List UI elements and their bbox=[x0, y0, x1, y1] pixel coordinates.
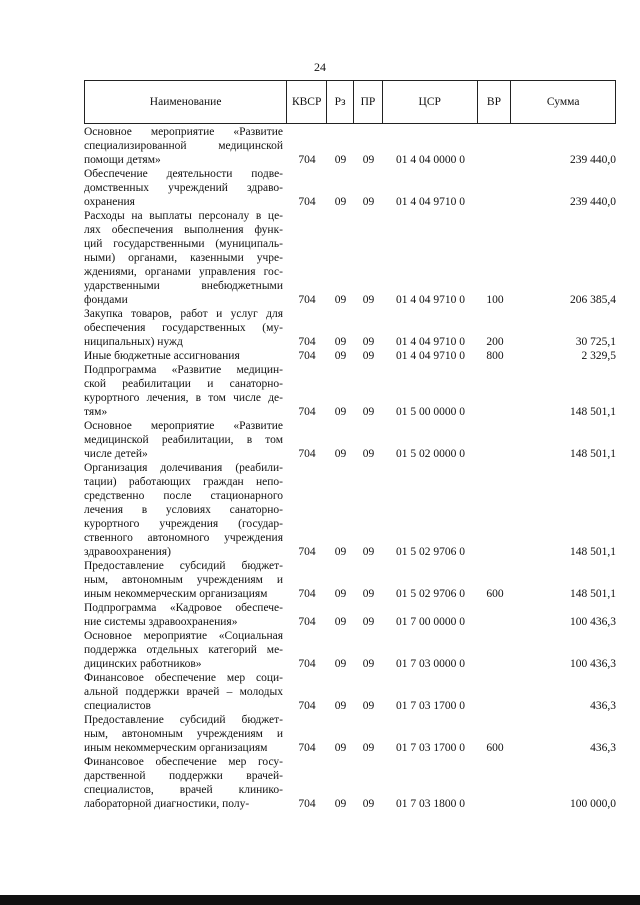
header-csr: ЦСР bbox=[383, 81, 478, 123]
row-rz: 09 bbox=[334, 294, 347, 306]
row-sum: 436,3 bbox=[590, 700, 616, 712]
row-name-line: иным некоммерческим организациям bbox=[84, 588, 268, 600]
row-kvsr: 704 bbox=[298, 588, 316, 600]
row-kvsr: 704 bbox=[298, 742, 316, 754]
row-name-line: альной поддержки врачей – молодых bbox=[84, 686, 283, 698]
row-name bbox=[84, 125, 287, 167]
row-kvsr: 704 bbox=[298, 700, 316, 712]
row-pr: 09 bbox=[362, 742, 375, 754]
row-csr: 01 4 04 9710 0 bbox=[396, 196, 465, 208]
table-row bbox=[84, 167, 616, 209]
row-name-line: охранения bbox=[84, 196, 135, 208]
row-rz: 09 bbox=[334, 336, 347, 348]
header-sum: Сумма bbox=[546, 96, 580, 108]
row-name-line: дицинских работников» bbox=[84, 658, 202, 670]
row-name-line: лабораторной диагностики, полу- bbox=[84, 798, 250, 810]
row-pr: 09 bbox=[362, 154, 375, 166]
scan-bottom-edge bbox=[0, 895, 640, 905]
table-body bbox=[84, 125, 616, 811]
row-name-line: ской реабилитации и санаторно- bbox=[84, 378, 283, 390]
row-rz: 09 bbox=[334, 406, 347, 418]
row-pr: 09 bbox=[362, 406, 375, 418]
row-name-line: курортного лечения, в том числе де- bbox=[84, 392, 283, 404]
table-row bbox=[84, 363, 616, 419]
row-name-line: лях обеспечения выполнения функ- bbox=[84, 224, 283, 236]
row-pr: 09 bbox=[362, 350, 375, 362]
row-sum: 100 436,3 bbox=[570, 658, 616, 670]
row-name bbox=[84, 307, 287, 349]
row-rz: 09 bbox=[334, 700, 347, 712]
row-pr: 09 bbox=[362, 448, 375, 460]
row-vr: 100 bbox=[486, 294, 504, 306]
header-kvsr: КВСР bbox=[287, 81, 327, 123]
row-csr: 01 5 00 0000 0 bbox=[396, 406, 465, 418]
row-name-line: ударственными внебюджетными bbox=[84, 280, 283, 292]
row-kvsr: 704 bbox=[298, 294, 316, 306]
row-name bbox=[84, 713, 287, 755]
table-row bbox=[84, 209, 616, 307]
row-name-line: Предоставление субсидий бюджет- bbox=[84, 714, 283, 726]
row-name-line: числе детей» bbox=[84, 448, 148, 460]
table-header bbox=[84, 80, 616, 124]
row-name bbox=[84, 559, 287, 601]
table-row bbox=[84, 307, 616, 349]
row-csr: 01 5 02 0000 0 bbox=[396, 448, 465, 460]
row-sum: 148 501,1 bbox=[570, 546, 616, 558]
row-kvsr: 704 bbox=[298, 546, 316, 558]
row-name-line: специалистов bbox=[84, 700, 151, 712]
row-sum: 239 440,0 bbox=[570, 154, 616, 166]
row-name-line: ственного автономного учреждения bbox=[84, 532, 283, 544]
row-rz: 09 bbox=[334, 350, 347, 362]
row-sum: 239 440,0 bbox=[570, 196, 616, 208]
row-name bbox=[84, 349, 287, 363]
table-row bbox=[84, 671, 616, 713]
row-name-line: медицинской реабилитации, в том bbox=[84, 434, 283, 446]
table-row bbox=[84, 713, 616, 755]
row-sum: 148 501,1 bbox=[570, 588, 616, 600]
row-name bbox=[84, 671, 287, 713]
row-csr: 01 5 02 9706 0 bbox=[396, 588, 465, 600]
row-kvsr: 704 bbox=[298, 196, 316, 208]
row-kvsr: 704 bbox=[298, 336, 316, 348]
row-name bbox=[84, 209, 287, 307]
row-name bbox=[84, 755, 287, 811]
row-name-line: домственных учреждений здраво- bbox=[84, 182, 283, 194]
row-name bbox=[84, 419, 287, 461]
row-rz: 09 bbox=[334, 742, 347, 754]
row-pr: 09 bbox=[362, 588, 375, 600]
row-kvsr: 704 bbox=[298, 406, 316, 418]
row-csr: 01 7 03 1800 0 bbox=[396, 798, 465, 810]
table-row bbox=[84, 629, 616, 671]
row-name bbox=[84, 461, 287, 559]
row-pr: 09 bbox=[362, 700, 375, 712]
row-name-line: специалистов, врачей клинико- bbox=[84, 784, 283, 796]
row-name-line: Иные бюджетные ассигнования bbox=[84, 350, 240, 362]
row-rz: 09 bbox=[334, 196, 347, 208]
row-name-line: ние системы здравоохранения» bbox=[84, 616, 238, 628]
row-vr: 200 bbox=[486, 336, 504, 348]
row-name-line: ждениями, органами управления гос- bbox=[84, 266, 283, 278]
row-name-line: Основное мероприятие «Социальная bbox=[84, 630, 283, 642]
row-name-line: курортного учреждения (государ- bbox=[84, 518, 283, 530]
row-name-line: ций государственными (муниципаль- bbox=[84, 238, 283, 250]
row-rz: 09 bbox=[334, 546, 347, 558]
row-pr: 09 bbox=[362, 336, 375, 348]
row-pr: 09 bbox=[362, 546, 375, 558]
row-name-line: фондами bbox=[84, 294, 128, 306]
row-name-line: Организация долечивания (реабили- bbox=[84, 462, 283, 474]
row-name-line: тации) работающих граждан непо- bbox=[84, 476, 283, 488]
row-csr: 01 7 03 0000 0 bbox=[396, 658, 465, 670]
table-row bbox=[84, 349, 616, 363]
row-name bbox=[84, 363, 287, 419]
row-pr: 09 bbox=[362, 658, 375, 670]
row-vr: 800 bbox=[486, 350, 504, 362]
row-name-line: Подпрограмма «Развитие медицин- bbox=[84, 364, 283, 376]
page-number: 24 bbox=[314, 60, 326, 74]
row-name bbox=[84, 601, 287, 629]
row-name-line: Финансовое обеспечение мер соци- bbox=[84, 672, 283, 684]
row-name-line: дарственной поддержки врачей- bbox=[84, 770, 283, 782]
row-name-line: Финансовое обеспечение мер госу- bbox=[84, 756, 283, 768]
row-name bbox=[84, 629, 287, 671]
row-vr: 600 bbox=[486, 588, 504, 600]
header-pr: ПР bbox=[354, 81, 383, 123]
row-sum: 206 385,4 bbox=[570, 294, 616, 306]
row-name-line: Основное мероприятие «Развитие bbox=[84, 126, 283, 138]
row-name-line: тям» bbox=[84, 406, 108, 418]
row-name-line: ниципальных) нужд bbox=[84, 336, 183, 348]
row-name-line: ным, автономным учреждениям и bbox=[84, 728, 283, 740]
table-row bbox=[84, 559, 616, 601]
table-row bbox=[84, 461, 616, 559]
row-name-line: помощи детям» bbox=[84, 154, 161, 166]
row-pr: 09 bbox=[362, 294, 375, 306]
row-name-line: Основное мероприятие «Развитие bbox=[84, 420, 283, 432]
row-kvsr: 704 bbox=[298, 658, 316, 670]
row-sum: 100 436,3 bbox=[570, 616, 616, 628]
row-csr: 01 4 04 0000 0 bbox=[396, 154, 465, 166]
row-name-line: Обеспечение деятельности подве- bbox=[84, 168, 283, 180]
header-vr: ВР bbox=[478, 81, 512, 123]
row-csr: 01 4 04 9710 0 bbox=[396, 336, 465, 348]
row-name-line: средственно после стационарного bbox=[84, 490, 283, 502]
row-name-line: ным, автономным учреждениям и bbox=[84, 574, 283, 586]
row-rz: 09 bbox=[334, 448, 347, 460]
row-csr: 01 7 03 1700 0 bbox=[396, 742, 465, 754]
row-csr: 01 7 00 0000 0 bbox=[396, 616, 465, 628]
row-sum: 2 329,5 bbox=[581, 350, 616, 362]
row-kvsr: 704 bbox=[298, 616, 316, 628]
row-csr: 01 4 04 9710 0 bbox=[396, 294, 465, 306]
table-row bbox=[84, 125, 616, 167]
row-rz: 09 bbox=[334, 616, 347, 628]
row-sum: 148 501,1 bbox=[570, 406, 616, 418]
row-rz: 09 bbox=[334, 798, 347, 810]
row-pr: 09 bbox=[362, 196, 375, 208]
row-rz: 09 bbox=[334, 658, 347, 670]
row-kvsr: 704 bbox=[298, 798, 316, 810]
row-name-line: специализированной медицинской bbox=[84, 140, 283, 152]
row-name-line: обеспечения государственных (му- bbox=[84, 322, 283, 334]
row-sum: 30 725,1 bbox=[575, 336, 616, 348]
row-vr: 600 bbox=[486, 742, 504, 754]
row-name-line: поддержка отдельных категорий ме- bbox=[84, 644, 283, 656]
row-kvsr: 704 bbox=[298, 154, 316, 166]
row-name-line: Подпрограмма «Кадровое обеспече- bbox=[84, 602, 283, 614]
table-row bbox=[84, 601, 616, 629]
row-pr: 09 bbox=[362, 798, 375, 810]
row-kvsr: 704 bbox=[298, 350, 316, 362]
row-name-line: здравоохранения) bbox=[84, 546, 171, 558]
row-name-line: Закупка товаров, работ и услуг для bbox=[84, 308, 283, 320]
row-csr: 01 5 02 9706 0 bbox=[396, 546, 465, 558]
row-pr: 09 bbox=[362, 616, 375, 628]
row-name-line: Расходы на выплаты персоналу в це- bbox=[84, 210, 283, 222]
row-rz: 09 bbox=[334, 154, 347, 166]
row-name-line: иным некоммерческим организациям bbox=[84, 742, 268, 754]
table-row bbox=[84, 755, 616, 811]
table-row bbox=[84, 419, 616, 461]
row-sum: 148 501,1 bbox=[570, 448, 616, 460]
row-name-line: лечения в условиях санаторно- bbox=[84, 504, 283, 516]
row-csr: 01 7 03 1700 0 bbox=[396, 700, 465, 712]
row-name-line: ными) органами, казенными учре- bbox=[84, 252, 283, 264]
row-sum: 436,3 bbox=[590, 742, 616, 754]
row-name bbox=[84, 167, 287, 209]
header-rz: Рз bbox=[327, 81, 354, 123]
row-rz: 09 bbox=[334, 588, 347, 600]
row-csr: 01 4 04 9710 0 bbox=[396, 350, 465, 362]
row-kvsr: 704 bbox=[298, 448, 316, 460]
header-name: Наименование bbox=[85, 81, 287, 123]
row-sum: 100 000,0 bbox=[570, 798, 616, 810]
row-name-line: Предоставление субсидий бюджет- bbox=[84, 560, 283, 572]
